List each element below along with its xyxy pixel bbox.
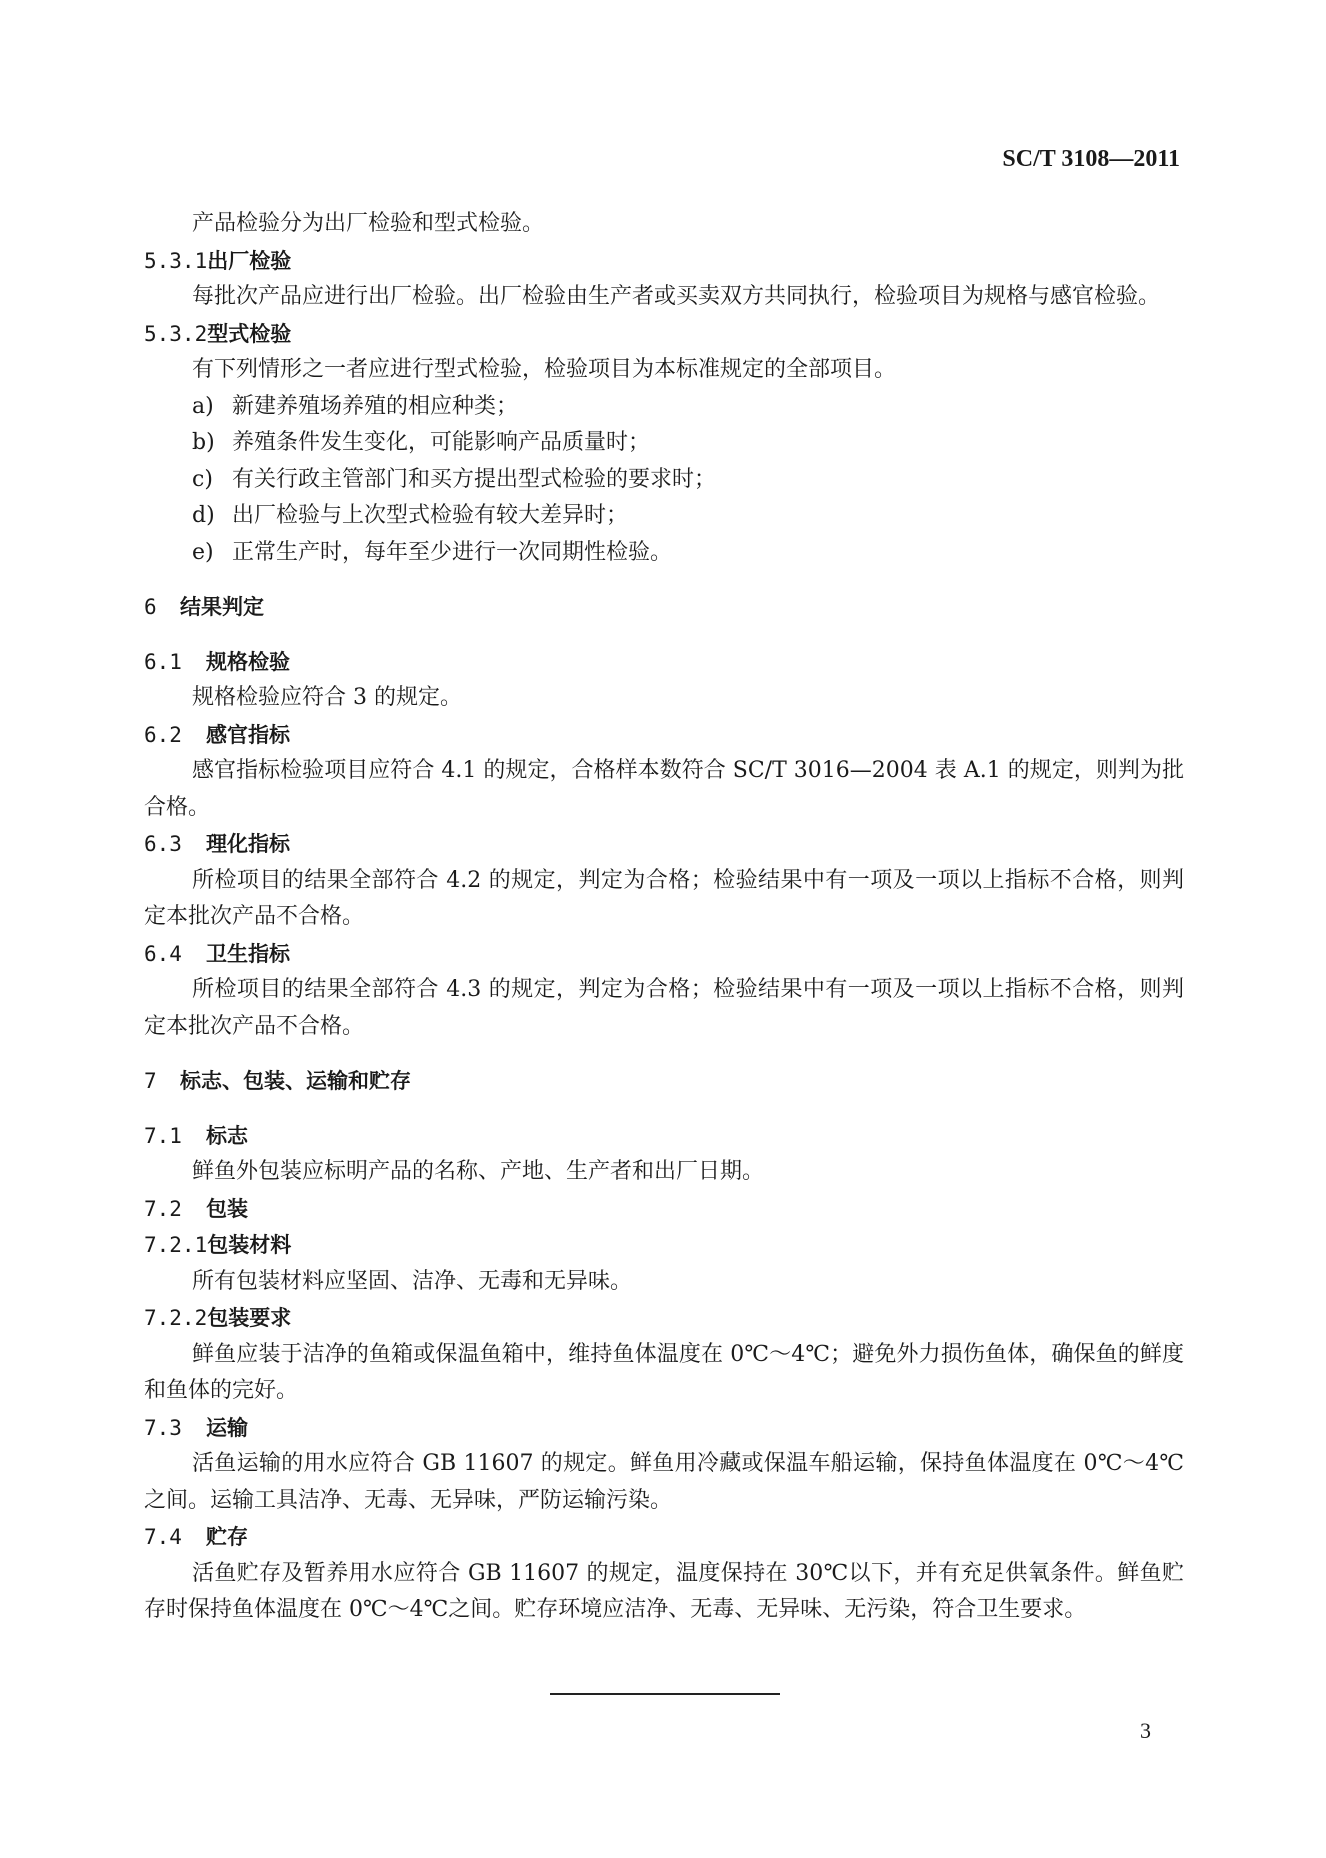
heading-number: 7.2.1 <box>144 1233 208 1257</box>
heading-title: 理化指标 <box>206 832 290 856</box>
paragraph: 所检项目的结果全部符合 4.3 的规定，判定为合格；检验结果中有一项及一项以上指标不合格，则判定本批次产品不合格。 <box>144 977 1184 1039</box>
heading-title: 规格检验 <box>206 649 290 674</box>
section-5-3-intro: 产品检验分为出厂检验和型式检验。 <box>192 211 545 236</box>
heading-number: 7.2.2 <box>144 1306 208 1330</box>
heading-title: 型式检验 <box>207 321 292 346</box>
heading-number: 6.4 <box>144 941 182 966</box>
heading-6-1 <box>144 644 1184 681</box>
list-label: c) <box>192 466 213 492</box>
heading-7-3 <box>144 1410 1184 1447</box>
heading-6-2 <box>144 717 1184 754</box>
paragraph: 感官指标检验项目应符合 4.1 的规定，合格样本数符合 SC/T 3016—2004 表 A.1 的规定，则判为批合格。 <box>144 758 1184 820</box>
list-item <box>192 425 1184 462</box>
list-text: 出厂检验与上次型式检验有较大差异时； <box>232 503 629 528</box>
heading-7-1 <box>144 1118 1184 1155</box>
paragraph: 有下列情形之一者应进行型式检验，检验项目为本标准规定的全部项目。 <box>192 357 897 382</box>
heading-7-2-1 <box>144 1227 1184 1264</box>
paragraph: 鲜鱼应装于洁净的鱼箱或保温鱼箱中，维持鱼体温度在 0℃～4℃；避免外力损伤鱼体，确保鱼的鲜度和鱼体的完好。 <box>144 1341 1184 1403</box>
document-body <box>144 206 1184 1629</box>
heading-6-3 <box>144 826 1184 863</box>
paragraph: 鲜鱼外包装应标明产品的名称、产地、生产者和出厂日期。 <box>192 1159 765 1184</box>
paragraph: 活鱼贮存及暂养用水应符合 GB 11607 的规定，温度保持在 30℃以下，并有充足供氧条件。鲜鱼贮存时保持鱼体温度在 0℃～4℃之间。贮存环境应洁净、无毒、无异味、无污染，符合卫生要求。 <box>144 1560 1184 1622</box>
heading-number: 5.3.1 <box>144 248 208 273</box>
heading-6 <box>144 589 1184 626</box>
heading-title: 包装 <box>206 1196 248 1221</box>
heading-title: 卫生指标 <box>206 941 290 966</box>
heading-number: 7 <box>144 1069 157 1093</box>
heading-number: 7.2 <box>144 1196 182 1221</box>
heading-title: 结果判定 <box>180 595 264 619</box>
list-label: a) <box>192 393 214 419</box>
heading-number: 6.3 <box>144 832 182 856</box>
page-number: 3 <box>1140 1718 1151 1743</box>
heading-7-4 <box>144 1519 1184 1556</box>
list-item <box>192 462 1184 499</box>
heading-title: 包装要求 <box>207 1306 292 1330</box>
heading-number: 6 <box>144 595 157 619</box>
heading-5-3-1 <box>144 243 1184 280</box>
heading-5-3-2 <box>144 316 1184 353</box>
heading-number: 6.1 <box>144 649 182 674</box>
paragraph: 每批次产品应进行出厂检验。出厂检验由生产者或买卖双方共同执行，检验项目为规格与感官检验。 <box>192 284 1161 309</box>
list-text: 正常生产时，每年至少进行一次同期性检验。 <box>232 539 673 565</box>
list-item <box>192 389 1184 426</box>
heading-7 <box>144 1063 1184 1100</box>
heading-number: 7.1 <box>144 1123 182 1148</box>
end-rule <box>550 1693 780 1695</box>
heading-7-2 <box>144 1191 1184 1228</box>
heading-6-4 <box>144 936 1184 973</box>
heading-title: 标志 <box>206 1123 248 1148</box>
heading-title: 贮存 <box>206 1525 248 1549</box>
paragraph: 所检项目的结果全部符合 4.2 的规定，判定为合格；检验结果中有一项及一项以上指标不合格，则判定本批次产品不合格。 <box>144 867 1184 929</box>
list-label: b) <box>192 430 215 455</box>
list-text: 有关行政主管部门和买方提出型式检验的要求时； <box>232 466 717 492</box>
heading-title: 标志、包装、运输和贮存 <box>180 1069 411 1093</box>
paragraph: 活鱼运输的用水应符合 GB 11607 的规定。鲜鱼用冷藏或保温车船运输，保持鱼体温度在 0℃～4℃之间。运输工具洁净、无毒、无异味，严防运输污染。 <box>144 1451 1184 1513</box>
list-item <box>192 535 1184 572</box>
list-text: 新建养殖场养殖的相应种类； <box>232 393 519 419</box>
standard-number: SC/T 3108—2011 <box>1002 146 1180 172</box>
list-item <box>192 498 1184 535</box>
heading-title: 运输 <box>206 1415 248 1440</box>
heading-number: 7.3 <box>144 1415 182 1440</box>
list-text: 养殖条件发生变化，可能影响产品质量时； <box>232 430 651 455</box>
heading-7-2-2 <box>144 1300 1184 1337</box>
heading-title: 包装材料 <box>207 1233 292 1257</box>
list-label: e) <box>192 539 214 565</box>
paragraph: 规格检验应符合 3 的规定。 <box>192 685 462 710</box>
heading-number: 5.3.2 <box>144 321 208 346</box>
heading-title: 感官指标 <box>206 722 290 747</box>
heading-number: 7.4 <box>144 1525 182 1549</box>
paragraph: 所有包装材料应坚固、洁净、无毒和无异味。 <box>192 1268 633 1294</box>
heading-number: 6.2 <box>144 722 182 747</box>
list-label: d) <box>192 503 215 528</box>
heading-title: 出厂检验 <box>207 248 292 273</box>
